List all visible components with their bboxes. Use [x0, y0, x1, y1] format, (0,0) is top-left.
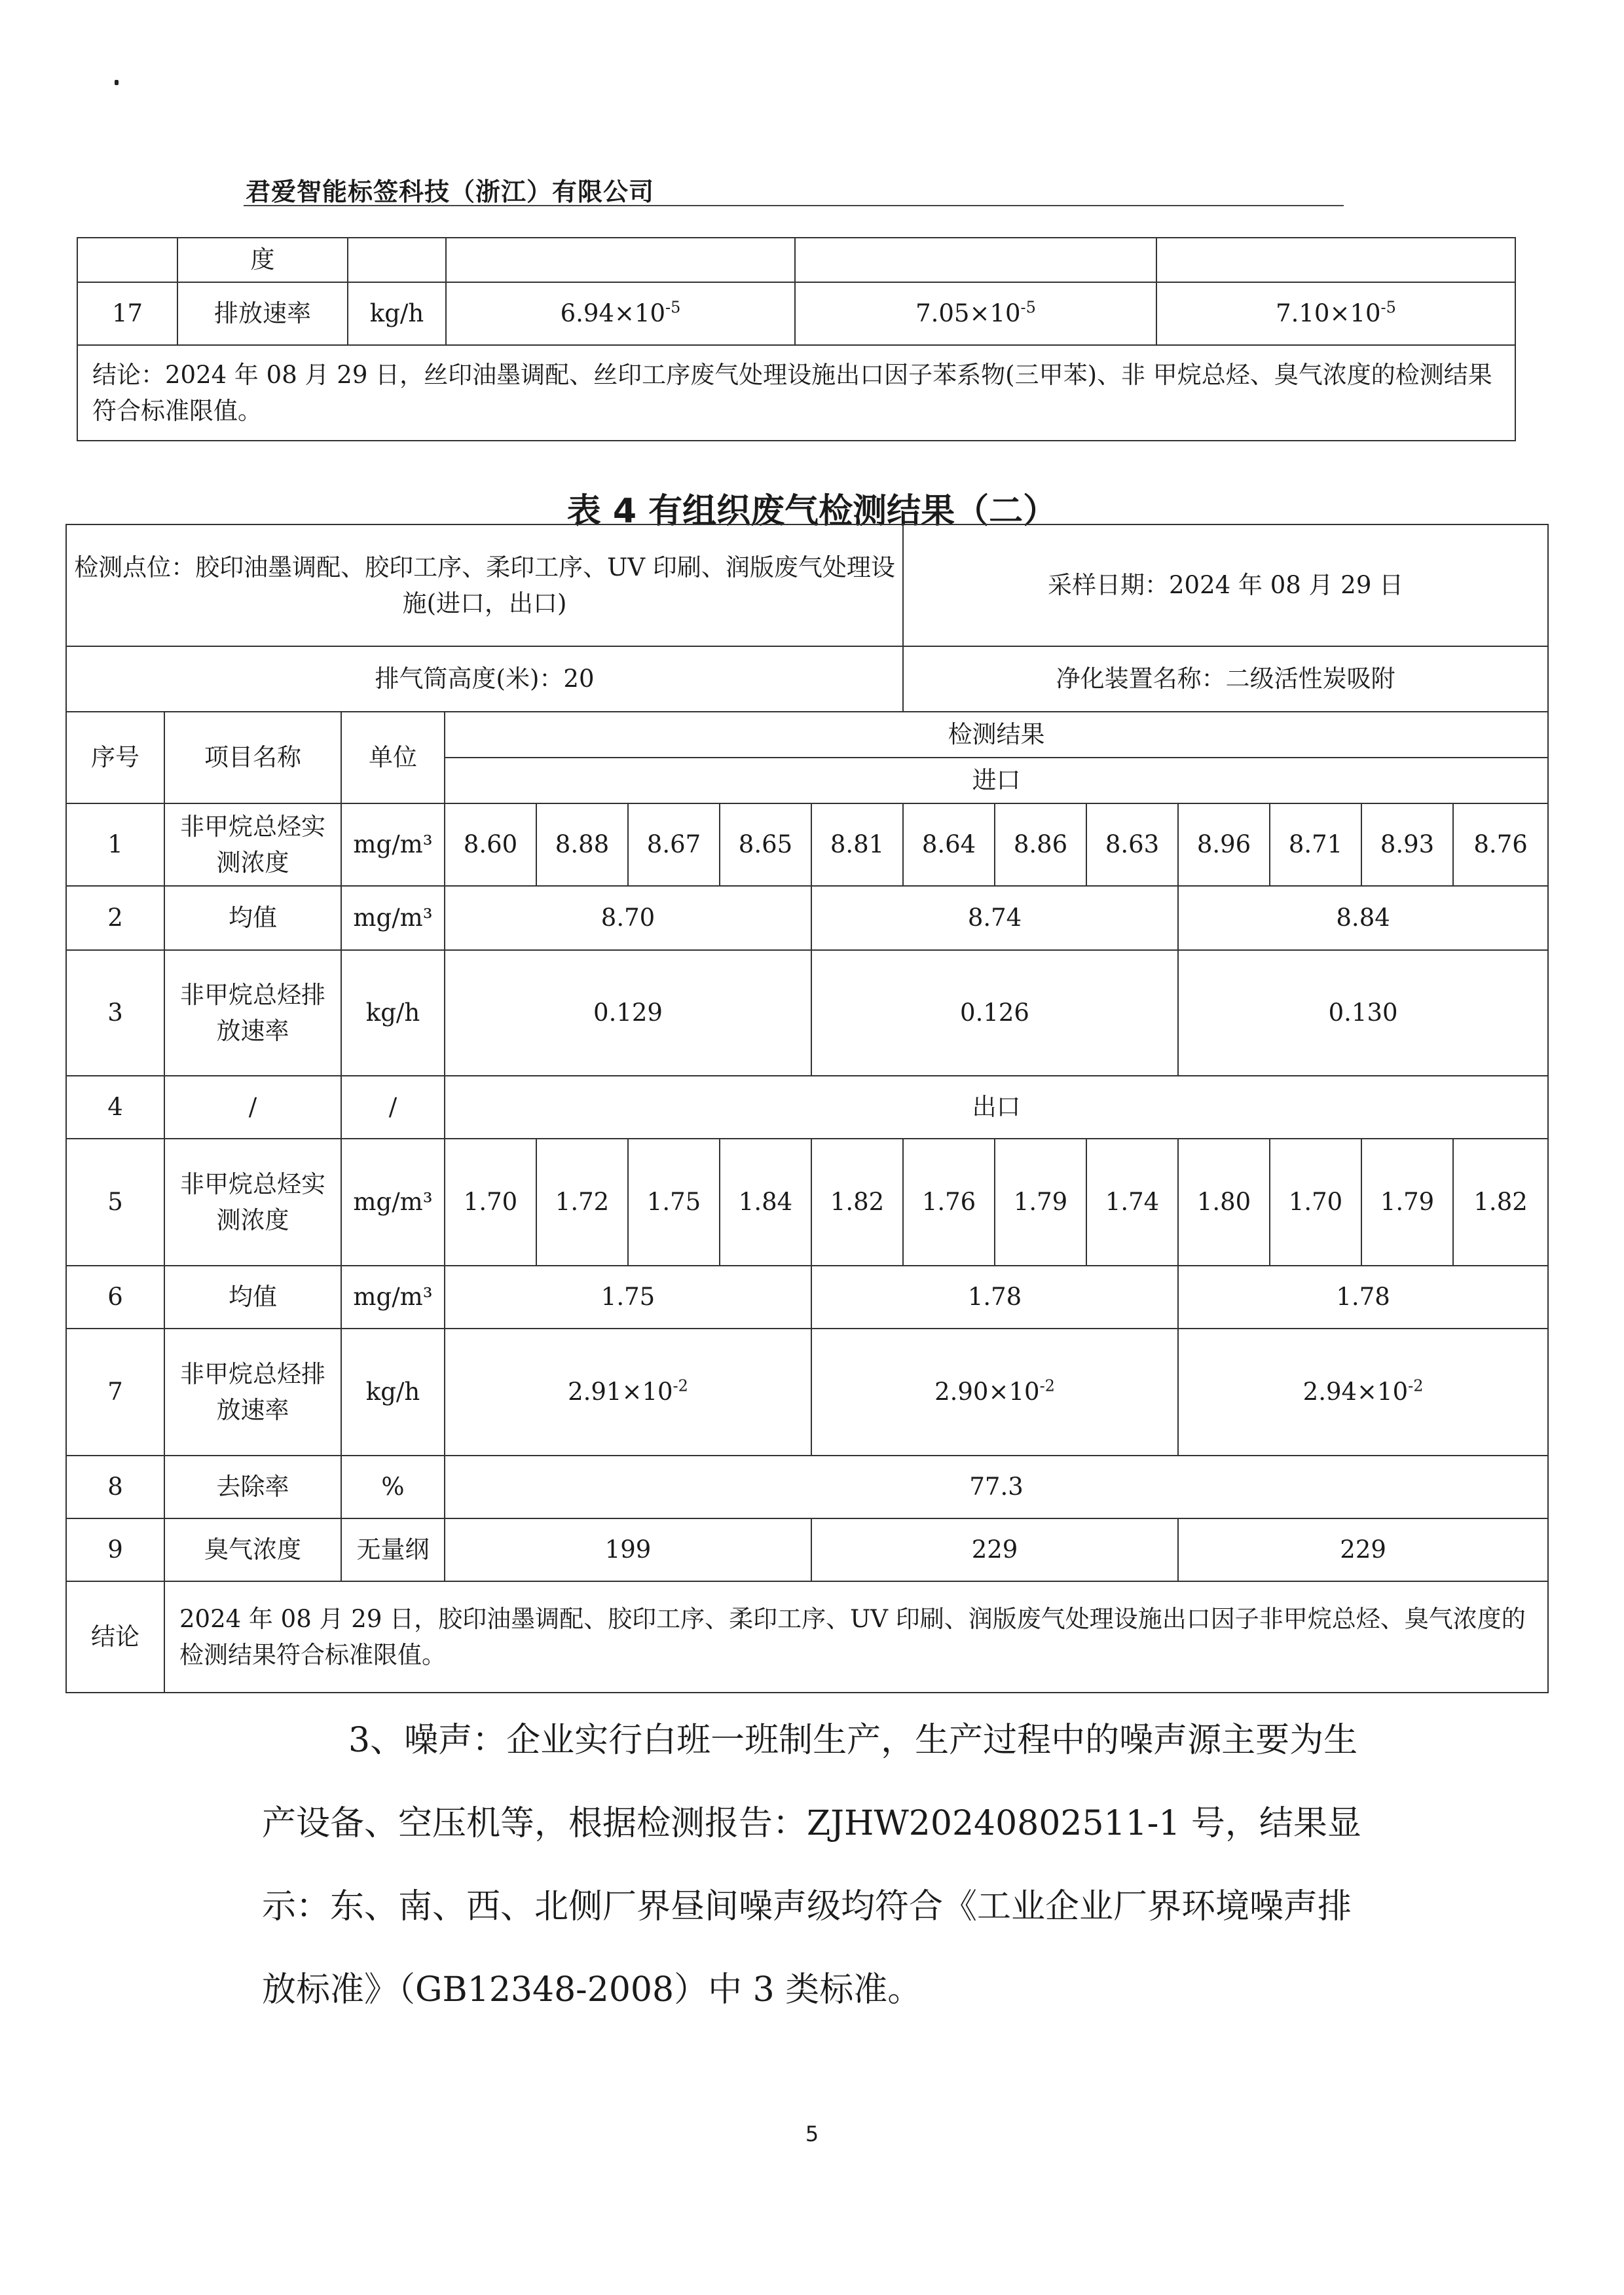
- row-unit: mg/m³: [341, 803, 445, 886]
- noise-paragraph: 3、噪声：企业实行白班一班制生产，生产过程中的噪声源主要为生产设备、空压机等，根据检测报告：ZJHW20240802511-1 号，结果显示：东、南、西、北侧厂界昼间噪声级均符合《工业企业厂界环境噪声排放标准》（GB12348-2008）中 3 类标准。: [262, 1721, 1361, 2010]
- table-row: [66, 950, 1548, 1076]
- table-row: [66, 803, 1548, 886]
- row-name: 非甲烷总烃实测浓度: [164, 1139, 341, 1266]
- header-rule: [244, 205, 1344, 206]
- value-cell: 8.67: [628, 803, 720, 886]
- scan-speck: [115, 80, 119, 85]
- value-cell: 229: [811, 1518, 1178, 1581]
- value-cell: 8.93: [1361, 803, 1453, 886]
- value-cell: 8.70: [445, 886, 811, 950]
- value-cell: 1.79: [995, 1139, 1086, 1266]
- table-row: [66, 886, 1548, 950]
- row-number: 17: [77, 282, 177, 345]
- row-unit: %: [341, 1456, 445, 1518]
- row-name: 去除率: [164, 1456, 341, 1518]
- value-cell: 1.70: [1270, 1139, 1361, 1266]
- table-title: 表 4 有组织废气检测结果（二）: [566, 492, 1058, 531]
- value-cell: 8.64: [903, 803, 995, 886]
- page-number: 5: [805, 2121, 819, 2146]
- row-unit: mg/m³: [341, 1139, 445, 1266]
- row-name: 非甲烷总烃排放速率: [164, 950, 341, 1076]
- top-table: [77, 237, 1516, 441]
- value-cell: $2.94\times 10^{-2}$: [1178, 1329, 1548, 1456]
- header-inlet: 进口: [445, 758, 1548, 803]
- detection-location: 检测点位：胶印油墨调配、胶印工序、柔印工序、UV 印刷、润版废气处理设施(进口，出口): [66, 524, 903, 646]
- value-cell: 1.70: [445, 1139, 536, 1266]
- value-cell: $7.05\times 10^{-5}$: [795, 282, 1156, 345]
- value-cell: 8.76: [1453, 803, 1548, 886]
- value-cell: 8.63: [1086, 803, 1178, 886]
- value-cell: 1.76: [903, 1139, 995, 1266]
- value-cell: 0.129: [445, 950, 811, 1076]
- conclusion-text: 2024 年 08 月 29 日，胶印油墨调配、胶印工序、柔印工序、UV 印刷、润版废气处理设施出口因子非甲烷总烃、臭气浓度的检测结果符合标准限值。: [164, 1581, 1548, 1693]
- row-number: 8: [66, 1456, 164, 1518]
- value-cell: 0.126: [811, 950, 1178, 1076]
- value-cell: 1.82: [1453, 1139, 1548, 1266]
- table-row: [77, 282, 1515, 345]
- table-row: [66, 1329, 1548, 1456]
- value-cell: 8.60: [445, 803, 536, 886]
- row-number: 9: [66, 1518, 164, 1581]
- table-row: [66, 1266, 1548, 1329]
- value-cell: 8.81: [811, 803, 903, 886]
- value-cell: 229: [1178, 1518, 1548, 1581]
- noise-section: [262, 1699, 1369, 2032]
- row-number: 7: [66, 1329, 164, 1456]
- value-cell: 1.78: [811, 1266, 1178, 1329]
- header-unit: 单位: [341, 712, 445, 803]
- header-outlet: 出口: [445, 1076, 1548, 1139]
- header-row: [66, 712, 1548, 758]
- purification-device: 净化装置名称：二级活性炭吸附: [903, 646, 1548, 712]
- value-cell: $6.94\times 10^{-5}$: [446, 282, 795, 345]
- row-number: 6: [66, 1266, 164, 1329]
- row-number: 4: [66, 1076, 164, 1139]
- table-row: [66, 1139, 1548, 1266]
- row-number: 3: [66, 950, 164, 1076]
- row-name: 非甲烷总烃排放速率: [164, 1329, 341, 1456]
- row-name: 排放速率: [177, 282, 348, 345]
- row-unit: mg/m³: [341, 886, 445, 950]
- conclusion-label: 结论: [66, 1581, 164, 1693]
- row-unit: 无量纲: [341, 1518, 445, 1581]
- table-row: [66, 1076, 1548, 1139]
- value-cell: $2.91\times 10^{-2}$: [445, 1329, 811, 1456]
- table-row: [77, 238, 1515, 282]
- table-row: [66, 646, 1548, 712]
- value-cell: $7.10\times 10^{-5}$: [1156, 282, 1515, 345]
- value-cell: 77.3: [445, 1456, 1548, 1518]
- row-unit: mg/m³: [341, 1266, 445, 1329]
- value-cell: 1.72: [536, 1139, 628, 1266]
- row-name: 均值: [164, 886, 341, 950]
- sampling-date: 采样日期：2024 年 08 月 29 日: [903, 524, 1548, 646]
- conclusion-row: [77, 345, 1515, 441]
- row-name: /: [164, 1076, 341, 1139]
- conclusion-row: [66, 1581, 1548, 1693]
- row-unit: kg/h: [341, 950, 445, 1076]
- row-unit: kg/h: [341, 1329, 445, 1456]
- value-cell: 1.84: [720, 1139, 811, 1266]
- value-cell: 8.65: [720, 803, 811, 886]
- value-cell: 1.75: [628, 1139, 720, 1266]
- row-name: 均值: [164, 1266, 341, 1329]
- row-name: 度: [177, 238, 348, 282]
- header-item: 项目名称: [164, 712, 341, 803]
- conclusion-text: 结论：2024 年 08 月 29 日，丝印油墨调配、丝印工序废气处理设施出口因子苯系物(三甲苯)、非 甲烷总烃、臭气浓度的检测结果符合标准限值。: [77, 345, 1515, 441]
- row-name: 臭气浓度: [164, 1518, 341, 1581]
- header-no: 序号: [66, 712, 164, 803]
- row-unit: /: [341, 1076, 445, 1139]
- row-number: 2: [66, 886, 164, 950]
- row-number: 1: [66, 803, 164, 886]
- value-cell: 8.88: [536, 803, 628, 886]
- value-cell: $2.90\times 10^{-2}$: [811, 1329, 1178, 1456]
- table-row: [66, 524, 1548, 646]
- value-cell: 8.84: [1178, 886, 1548, 950]
- table-row: [66, 1456, 1548, 1518]
- row-name: 非甲烷总烃实测浓度: [164, 803, 341, 886]
- table-row: [66, 1518, 1548, 1581]
- value-cell: 1.80: [1178, 1139, 1270, 1266]
- row-unit: kg/h: [348, 282, 446, 345]
- value-cell: 0.130: [1178, 950, 1548, 1076]
- company-header: 君爱智能标签科技（浙江）有限公司: [246, 177, 655, 206]
- header-results: 检测结果: [445, 712, 1548, 758]
- value-cell: 1.78: [1178, 1266, 1548, 1329]
- stack-height: 排气筒高度(米)：20: [66, 646, 903, 712]
- value-cell: 8.96: [1178, 803, 1270, 886]
- value-cell: 8.71: [1270, 803, 1361, 886]
- value-cell: 1.74: [1086, 1139, 1178, 1266]
- table4: [65, 524, 1549, 1693]
- value-cell: 1.75: [445, 1266, 811, 1329]
- value-cell: 8.86: [995, 803, 1086, 886]
- value-cell: 1.79: [1361, 1139, 1453, 1266]
- value-cell: 199: [445, 1518, 811, 1581]
- row-number: 5: [66, 1139, 164, 1266]
- value-cell: 1.82: [811, 1139, 903, 1266]
- value-cell: 8.74: [811, 886, 1178, 950]
